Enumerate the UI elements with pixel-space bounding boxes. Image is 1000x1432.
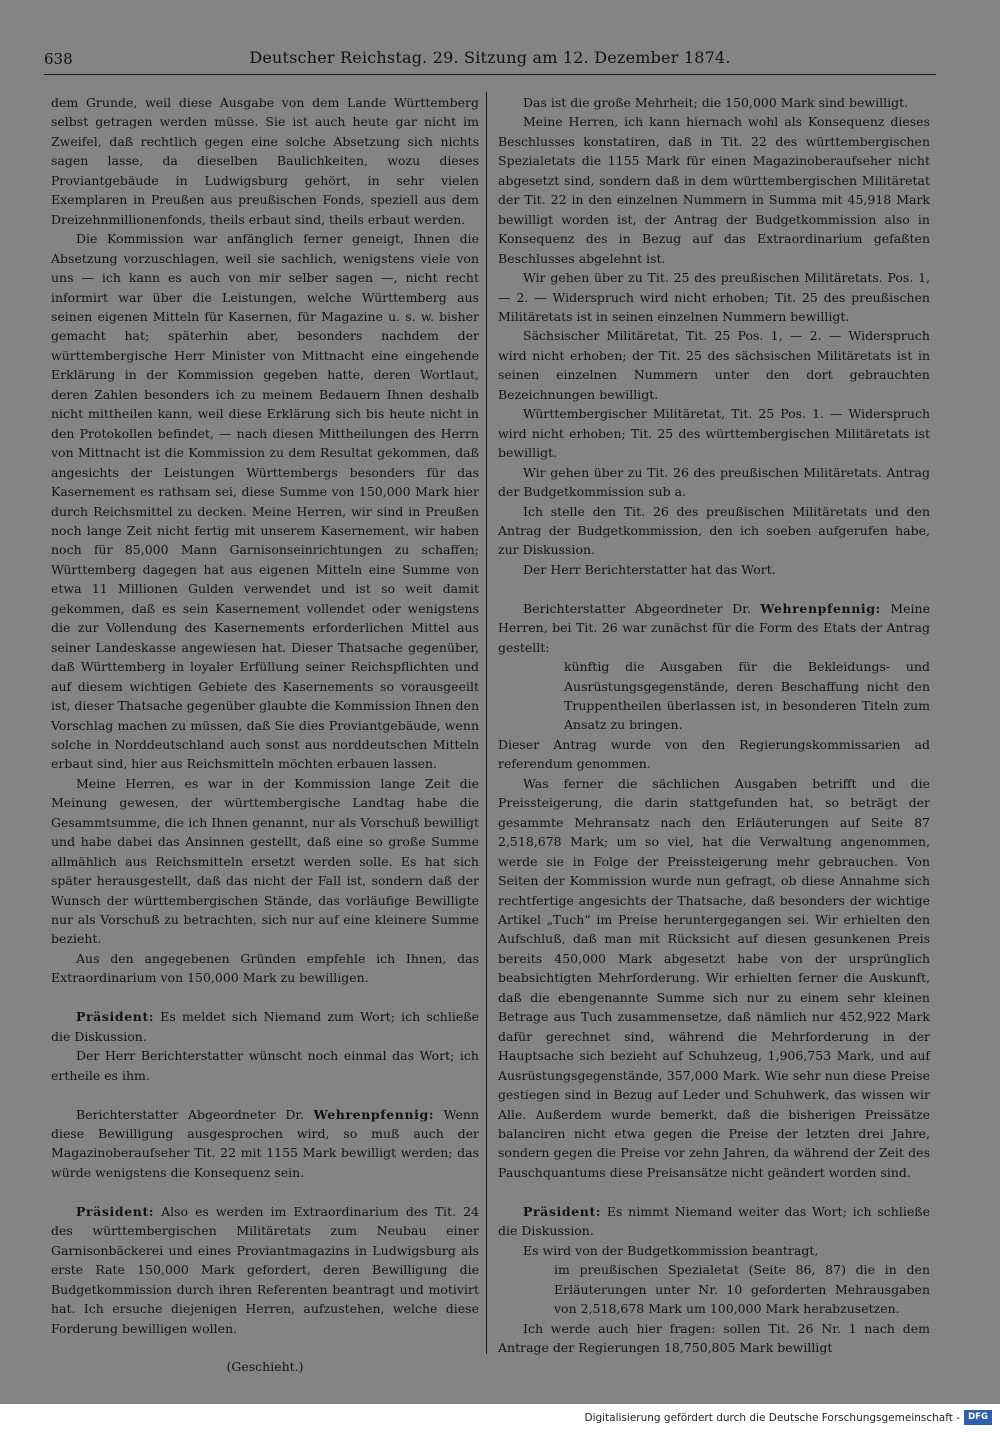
speaker-name: Präsident: (76, 1009, 155, 1025)
page-number: 638 (44, 50, 73, 68)
footer-bar (0, 1404, 1000, 1432)
paragraph: Württembergischer Militäretat, Tit. 25 Pos. 1. — Widerspruch wird nicht erhoben; Tit. 25 des württembergischen Militäretats ist bewilligt. (498, 406, 930, 461)
paragraph: Dieser Antrag wurde von den Regierungskommissarien ad referendum genommen. (498, 736, 930, 772)
statement-text: Es meldet sich Niemand zum Wort; ich schließe die Diskussion. (51, 1009, 479, 1044)
statement-text: Es nimmt Niemand weiter das Wort; ich schließe die Diskussion. (498, 1203, 930, 1239)
paragraph: Wir gehen über zu Tit. 25 des preußischen Militäretats. Pos. 1, — 2. — Widerspruch wird nicht erhoben; Tit. 25 des preußischen Militäretats ist in seinen einzelnen Nummern bewilligt. (498, 270, 930, 324)
president-statement (498, 1202, 930, 1241)
column-divider (486, 92, 487, 1354)
paragraph: Der Herr Berichterstatter hat das Wort. (523, 561, 776, 577)
footer-credit: Digitalisierung gefördert durch die Deutsche Forschungsgemeinschaft - (584, 1412, 960, 1424)
paragraph: Meine Herren, ich kann hiernach wohl als Konsequenz dieses Beschlusses konstatiren, daß in Tit. 22 des württembergischen Spezialetats die 1155 Mark für einen Magazinoberaufseher nicht abgesetzt sind, sondern daß in dem württembergischen Militäretat der Tit. 22 in den einzelnen Nummern in Summa mit 45,918 Mark bewilligt worden ist, der Antrag der Budgetkommission also in Konsequenz des in Bezug auf das Extraordinarium gefaßten Beschlusses abgelehnt ist. (498, 114, 930, 266)
paragraph: Ich stelle den Tit. 26 des preußischen Militäretats und den Antrag der Budgetkommission, den ich soeben aufgerufen habe, zur Diskussion. (498, 503, 930, 558)
reporter-statement (498, 599, 930, 657)
paragraph: Wir gehen über zu Tit. 26 des preußischen Militäretats. Antrag der Budgetkommission sub a. (498, 464, 930, 500)
statement-text: Wenn diese Bewilligung ausgesprochen wird, so muß auch der Magazinoberaufseher Tit. 22 mit 1155 Mark bewilligt werden; das würde wenigstens die Konsequenz sein. (51, 1106, 479, 1180)
speaker-name: Wehrenpfennig: (760, 600, 881, 616)
paragraph: Ich werde auch hier fragen: sollen Tit. 26 Nr. 1 nach dem Antrage der Regierungen 18,750,805 Mark bewilligt (498, 1320, 930, 1355)
paragraph: Das ist die große Mehrheit; die 150,000 Mark sind bewilligt. (523, 95, 909, 110)
speaker-role: Berichterstatter Abgeordneter Dr. (76, 1106, 314, 1122)
page-header (44, 48, 936, 74)
reporter-statement (51, 1105, 479, 1183)
speaker-role: Berichterstatter Abgeordneter Dr. (523, 600, 761, 616)
paragraph: Sächsischer Militäretat, Tit. 25 Pos. 1, — 2. — Widerspruch wird nicht erhoben; der Tit. 25 des sächsischen Militäretats ist in seinen einzelnen Nummern unter den dort gebrauchten Bezeichnungen bewilligt. (498, 328, 930, 402)
statement-text: Also es werden im Extraordinarium des Tit. 24 des württembergischen Militäretats zum Neubau einer Garnisonbäckerei und eines Proviantmagazins in Ludwigsburg als erste Rate 150,000 Mark gefordert, deren Bewilligung die Budgetkommission durch ihren Referenten beantragt und motivirt hat. Ich ersuche diejenigen Herren, aufzustehen, welche diese Forderung bewilligen wollen. (51, 1203, 479, 1336)
motion-quote: künftig die Ausgaben für die Bekleidungs- und Ausrüstungsgegenstände, deren Beschaffung nicht den Truppentheilen überlassen ist, in besonderen Titeln zum Ansatz zu bringen. (564, 659, 930, 733)
speaker-name: Präsident: (523, 1203, 602, 1219)
paragraph: Was ferner die sächlichen Ausgaben betrifft und die Preissteigerung, die darin stattgefunden hat, so beträgt der gesammte Mehransatz nach den Erläuterungen auf Seite 87 2,518,678 Mark; um so viel, hat die Verwaltung angenommen, werde sie in Folge der Preissteigerung mehr gebrauchen. Von Seiten der Kommission wurde nun gefragt, ob diese Annahme sich rechtfertige angesichts der Thatsache, daß besonders der wichtige Artikel „Tuch“ im Preise heruntergegangen sei. Wir erhielten den Aufschluß, daß man mit Rücksicht auf diesen gesunkenen Preis bereits 450,000 Mark abgesetzt habe von der ursprünglich beabsichtigten Mehrforderung. Wir erhielten ferner die Auskunft, daß die ebengenannte Summe sich nur zu einem sehr kleinen Betrage aus Tuch zusammensetze, daß nämlich nur 452,922 Mark dafür gerechnet sind, während die Mehrforderung in der Hauptsache sich bezieht auf Schuhzeug, 1,906,753 Mark, und auf Ausrüstungsgegenstände, 357,000 Mark. Wie sehr nun diese Preise gestiegen sind in Bezug auf Leder und Schuhwerk, das wissen wir Alle. Außerdem wurde bemerkt, daß die bisherigen Preissätze balanciren nicht etwa gegen die Preise der letzten drei Jahre, sondern gegen die Preise vor zehn Jahren, da während der Zeit des Pauschquantums diese Preisansätze nicht geändert worden sind. (498, 775, 930, 1180)
speaker-name: Wehrenpfennig: (313, 1106, 435, 1122)
speaker-name: Präsident: (76, 1203, 155, 1219)
header-rule (44, 74, 936, 75)
stage-direction: (Geschieht.) (226, 1359, 304, 1375)
paragraph: Es wird von der Budgetkommission beantragt, (523, 1242, 819, 1258)
paragraph: dem Grunde, weil diese Ausgabe von dem Lande Württemberg selbst getragen werden müsse. Sie ist auch heute gar nicht im Zweifel, daß rechtlich gegen eine solche Absetzung sich nichts sagen lasse, da dieselben Baulichkeiten, wozu dieses Proviantgebäude in Ludwigsburg gehört, in sehr vielen Exemplaren in Preußen aus preußischen Fonds, speziell aus dem Dreizehnmillionenfonds, theils erbaut sind, theils erbaut werden. (51, 95, 479, 227)
motion-quote: im preußischen Spezialetat (Seite 86, 87) die in den Erläuterungen unter Nr. 10 geforderten Mehrausgaben von 2,518,678 Mark um 100,000 Mark herabzusetzen. (554, 1262, 930, 1317)
dfg-logo: DFG (964, 1410, 992, 1425)
paragraph: Meine Herren, es war in der Kommission lange Zeit die Meinung gewesen, der württembergische Landtag habe die Gesammtsumme, die ich Ihnen genannt, nur als Vorschuß bewilligt und habe dabei das Ansinnen gestellt, daß eine so große Summe allmählich aus Reichsmitteln ersetzt werden solle. Es hat sich später herausgestellt, daß das nicht der Fall ist, sondern daß der Wunsch der württembergischen Stände, das vorläufige Bewilligte nur als Vorschuß zu betrachten, sich nur auf eine kleinere Summe bezieht. (51, 775, 479, 947)
paragraph: Aus den angegebenen Gründen empfehle ich Ihnen, das Extraordinarium von 150,000 Mark zu bewilligen. (51, 950, 479, 986)
paragraph: Der Herr Berichterstatter wünscht noch einmal das Wort; ich ertheile es ihm. (51, 1048, 479, 1083)
right-column (498, 93, 930, 1357)
president-statement (51, 1202, 479, 1338)
president-statement (51, 1007, 479, 1046)
paragraph: Die Kommission war anfänglich ferner geneigt, Ihnen die Absetzung vorzuschlagen, weil sie sachlich, wenigstens viele von uns — ich kann es auch von mir selber sagen —, nicht recht informirt war über die Leistungen, welche Württemberg aus seinen eigenen Mitteln für Kasernen, für Magazine u. s. w. bisher gemacht hat; späterhin aber, besonders nachdem der württembergische Herr Minister von Mittnacht eine eingehende Erklärung in der Kommission gegeben hatte, deren Wortlaut, deren Zahlen besonders ich zu meinem Bedauern Ihnen deshalb nicht mittheilen kann, weil diese Erklärung sich bis heute nicht in den Protokollen befindet, — nach diesen Mittheilungen des Herrn von Mittnacht ist die Kommission zu dem Resultat gekommen, daß angesichts der Leistungen Württembergs besonders für das Kasernement es rathsam sei, diese Summe von 150,000 Mark hier durch Reichsmittel zu decken. Meine Herren, wir sind in Preußen noch lange Zeit nicht fertig mit unserem Kasernement, wir haben noch für 85,000 Mann Garnisonseinrichtungen zu schaffen; Württemberg dagegen hat aus eigenen Mitteln eine Summe von etwa 11 Millionen Gulden verwendet und ist so weit damit gekommen, daß es sein Kasernement vollendet oder wenigstens die zur Vollendung des Kasernements erforderlichen Mittel aus seiner Landeskasse angewiesen hat. Dieser Thatsache gegenüber, daß Württemberg in loyaler Erfüllung seiner Reichspflichten und auf diesem wichtigen Gebiete des Kasernements so vorausgeeilt ist, dieser Thatsache gegenüber glaubte die Kommission Ihnen den Vorschlag machen zu müssen, daß Sie dies Proviantgebäude, wenn solche in Norddeutschland auch sonst aus norddeutschen Mitteln erbaut sind, hier aus Reichsmitteln möchten erbauen lassen. (51, 231, 479, 772)
left-column (51, 93, 479, 1377)
running-title: Deutscher Reichstag. 29. Sitzung am 12. Dezember 1874. (249, 48, 731, 67)
statement-text: Meine Herren, bei Tit. 26 war zunächst für die Form des Etats der Antrag gestellt: (498, 600, 930, 655)
